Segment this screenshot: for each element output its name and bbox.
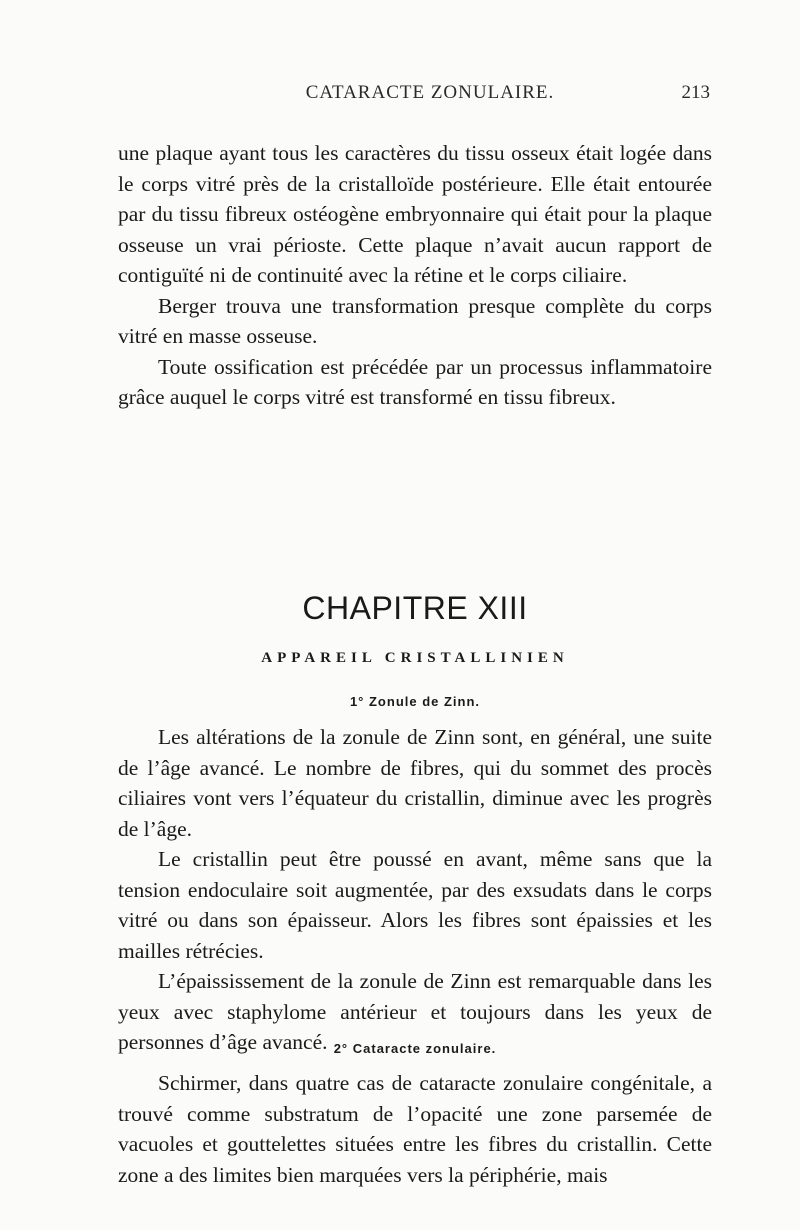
paragraph-cataracte-1: Schirmer, dans quatre cas de cataracte zonulaire congénitale, a trouvé comme substratum de l’opacité une zone parsemée de vacuoles et gouttelettes situées entre les fibres du cristallin. Cette zone a des limites bien marquées vers la périphérie, mais bbox=[118, 1071, 712, 1187]
chapter-title: CHAPITRE XIII bbox=[302, 590, 528, 626]
text-block-top bbox=[118, 138, 712, 413]
paragraph-ossification: Toute ossification est précédée par un processus inflammatoire grâce auquel le corps vitré est transformé en tissu fibreux. bbox=[118, 354, 712, 409]
paragraph-zonule-1: Les altérations de la zonule de Zinn sont, en général, une suite de l’âge avancé. Le nombre de fibres, qui du sommet des procès ciliaires vont vers l’équateur du cristallin, diminue avec les progrès de l’âge. bbox=[118, 725, 712, 841]
text-block-zonule bbox=[118, 722, 712, 1058]
text-block-cataracte bbox=[118, 1068, 712, 1190]
paragraph-zonule-3: L’épaississement de la zonule de Zinn est remarquable dans les yeux avec staphylome antérieur et toujours dans les yeux de personnes d’âge avancé. bbox=[118, 969, 712, 1054]
subsection-title-zonule: 1° Zonule de Zinn. bbox=[349, 694, 481, 709]
paragraph-zonule-2: Le cristallin peut être poussé en avant, même sans que la tension endoculaire soit augmentée, par des exsudats dans le corps vitré ou dans son épaisseur. Alors les fibres sont épaissies et les mailles rétrécies. bbox=[118, 847, 712, 963]
section-title: APPAREIL CRISTALLINIEN bbox=[261, 650, 569, 666]
running-header bbox=[150, 82, 710, 112]
paragraph-continuation: une plaque ayant tous les caractères du tissu osseux était logée dans le corps vitré près de la cristalloïde postérieure. Elle était entourée par du tissu fibreux ostéogène embryonnaire qui était pour la plaque osseuse un vrai périoste. Cette plaque n’avait aucun rapport de contiguïté ni de continuité avec la rétine et le corps ciliaire. bbox=[118, 141, 712, 287]
subsection-title-cataracte: 2° Cataracte zonulaire. bbox=[333, 1041, 497, 1056]
page-number: 213 bbox=[681, 82, 710, 103]
paragraph-berger: Berger trouva une transformation presque complète du corps vitré en masse osseuse. bbox=[118, 293, 712, 348]
running-title: CATARACTE ZONULAIRE. bbox=[305, 82, 555, 103]
